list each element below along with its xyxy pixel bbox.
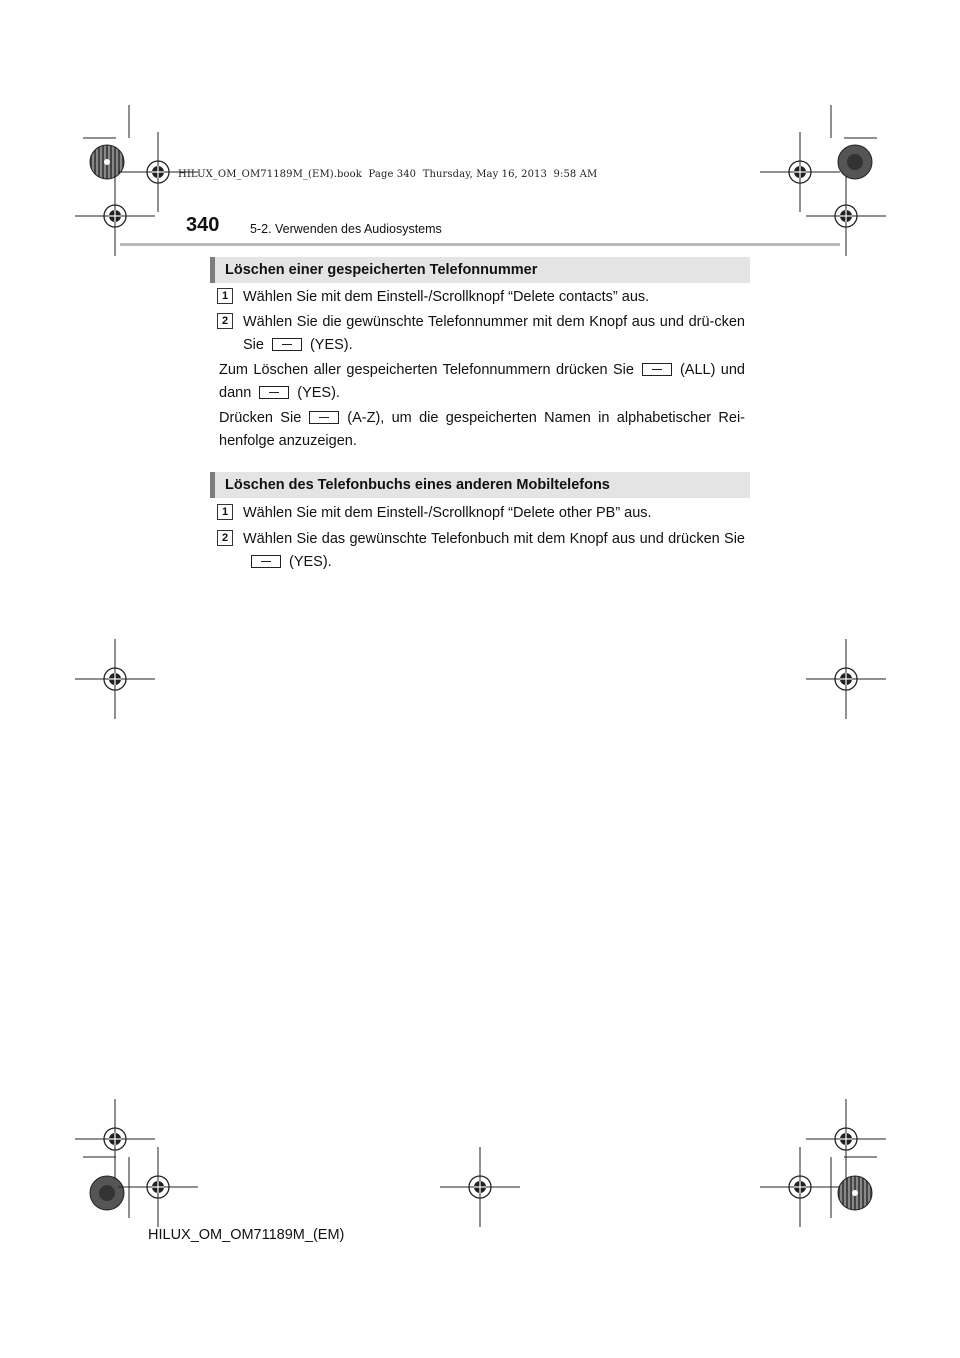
- all-button-icon: [642, 363, 672, 376]
- footer-document-code: HILUX_OM_OM71189M_(EM): [148, 1227, 345, 1243]
- step-text-a: Wählen Sie das gewünschte Telefonbuch mit dem Knopf aus und drücken Sie: [243, 531, 745, 547]
- step-text: Wählen Sie mit dem Einstell-/Scrollknopf “Delete other PB” aus.: [243, 505, 652, 521]
- top-right-wheel: [838, 145, 872, 179]
- note-delete-all: [219, 359, 745, 405]
- yes-button-icon: [259, 386, 289, 399]
- step-text: [243, 311, 745, 357]
- step-number: 2: [217, 313, 233, 329]
- az-button-icon: [309, 411, 339, 424]
- bottom-right-wheel: [838, 1176, 872, 1210]
- step-text-b: (YES).: [309, 337, 353, 353]
- section-title: 5-2. Verwenden des Audiosystems: [250, 222, 442, 236]
- step-text: Wählen Sie mit dem Einstell-/Scrollknopf “Delete contacts” aus.: [243, 289, 650, 305]
- note-text-a: Zum Löschen aller gespeicherten Telefonnummern drücken Sie: [219, 362, 634, 378]
- step-number: 1: [217, 504, 233, 520]
- note-text-b: (A-Z), um die gespeicherten Namen in alphabetischer Rei-henfolge anzuzeigen.: [219, 410, 745, 449]
- note-text-a: Drücken Sie: [219, 410, 302, 426]
- heading-delete-stored-number: Löschen einer gespeicherten Telefonnummer: [210, 257, 750, 283]
- page-number: 340: [186, 214, 220, 236]
- top-left-wheel: [90, 145, 124, 179]
- print-info-stamp: HILUX_OM_OM71189M_(EM).book Page 340 Thursday, May 16, 2013 9:58 AM: [178, 169, 598, 180]
- note-text-c: (YES).: [297, 385, 340, 401]
- note-alphabetical: [219, 407, 745, 453]
- header-rule: [120, 243, 840, 246]
- step-text-b: (YES).: [289, 554, 332, 570]
- heading-delete-other-phonebook: Löschen des Telefonbuchs eines anderen Mobiltelefons: [210, 472, 750, 498]
- step-text: [243, 528, 745, 574]
- step-text-a: Wählen Sie die gewünschte Telefonnummer mit dem Knopf aus und drü-cken Sie: [243, 314, 745, 353]
- yes-button-icon: [272, 338, 302, 351]
- step-number: 1: [217, 288, 233, 304]
- yes-button-icon: [251, 555, 281, 568]
- step-number: 2: [217, 530, 233, 546]
- bottom-left-wheel: [90, 1176, 124, 1210]
- note-text-b: (ALL) und dann: [219, 362, 745, 401]
